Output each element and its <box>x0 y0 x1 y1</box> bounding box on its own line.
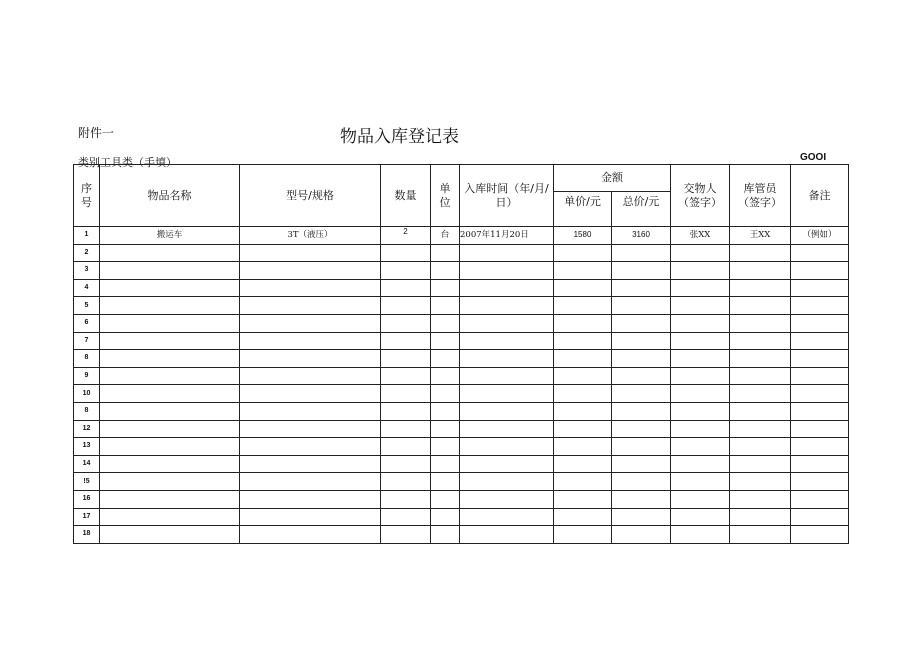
cell-unit-price <box>554 526 612 544</box>
cell-total-price <box>612 526 671 544</box>
cell-total-price <box>612 350 671 368</box>
cell-inbound-date <box>460 490 554 508</box>
cell-unit <box>431 332 460 350</box>
cell-unit <box>431 385 460 403</box>
cell-keeper <box>730 402 791 420</box>
cell-remark <box>791 350 849 368</box>
cell-seq: 1 <box>74 227 100 245</box>
cell-inbound-date <box>460 244 554 262</box>
category-label: 类别工具类（手填） <box>78 156 177 169</box>
cell-total-price <box>612 455 671 473</box>
cell-quantity <box>381 508 431 526</box>
cell-seq: 18 <box>74 526 100 544</box>
cell-quantity: 2 <box>381 227 431 245</box>
cell-deliverer <box>671 526 730 544</box>
table-row <box>74 332 849 350</box>
table-row <box>74 262 849 280</box>
cell-seq: 5 <box>74 297 100 315</box>
cell-seq: 4 <box>74 279 100 297</box>
table-row <box>74 297 849 315</box>
cell-unit-price <box>554 279 612 297</box>
cell-unit <box>431 279 460 297</box>
cell-total-price <box>612 332 671 350</box>
cell-model-spec <box>240 297 381 315</box>
cell-item-name <box>100 367 240 385</box>
cell-seq: 6 <box>74 314 100 332</box>
cell-unit-price <box>554 297 612 315</box>
cell-total-price <box>612 262 671 280</box>
cell-inbound-date <box>460 420 554 438</box>
cell-inbound-date <box>460 332 554 350</box>
header-seq-line1: 序 <box>81 181 92 195</box>
cell-total-price <box>612 314 671 332</box>
header-item-name: 物品名称 <box>100 165 240 227</box>
cell-unit <box>431 297 460 315</box>
cell-keeper <box>730 314 791 332</box>
cell-inbound-date <box>460 455 554 473</box>
page-title: 物品入库登记表 <box>340 127 459 147</box>
cell-keeper <box>730 297 791 315</box>
cell-item-name <box>100 473 240 491</box>
cell-inbound-date <box>460 385 554 403</box>
cell-deliverer: 张XX <box>671 227 730 245</box>
header-unit <box>431 165 460 227</box>
cell-unit: 台 <box>431 227 460 245</box>
cell-keeper <box>730 367 791 385</box>
cell-deliverer <box>671 490 730 508</box>
cell-model-spec <box>240 526 381 544</box>
cell-quantity <box>381 385 431 403</box>
table-row <box>74 473 849 491</box>
header-unit-price: 单价/元 <box>554 192 612 227</box>
cell-keeper <box>730 438 791 456</box>
cell-unit-price <box>554 385 612 403</box>
cell-unit-price <box>554 314 612 332</box>
cell-item-name <box>100 402 240 420</box>
cell-keeper <box>730 473 791 491</box>
cell-total-price <box>612 367 671 385</box>
cell-total-price <box>612 279 671 297</box>
cell-keeper <box>730 244 791 262</box>
header-quantity: 数量 <box>381 165 431 227</box>
cell-keeper: 王XX <box>730 227 791 245</box>
cell-keeper <box>730 262 791 280</box>
cell-unit-price <box>554 508 612 526</box>
attachment-label: 附件一 <box>78 126 115 140</box>
cell-keeper <box>730 455 791 473</box>
cell-unit <box>431 367 460 385</box>
cell-deliverer <box>671 473 730 491</box>
cell-quantity <box>381 297 431 315</box>
cell-deliverer <box>671 332 730 350</box>
cell-remark <box>791 508 849 526</box>
cell-deliverer <box>671 385 730 403</box>
cell-model-spec <box>240 332 381 350</box>
cell-item-name <box>100 490 240 508</box>
cell-inbound-date <box>460 297 554 315</box>
cell-seq: 8 <box>74 402 100 420</box>
cell-deliverer <box>671 262 730 280</box>
table-row <box>74 227 849 245</box>
table-row <box>74 350 849 368</box>
header-model-spec: 型号/规格 <box>240 165 381 227</box>
cell-model-spec <box>240 420 381 438</box>
header-inbound-date-line2: 日） <box>495 195 518 209</box>
cell-item-name <box>100 262 240 280</box>
header-deliverer <box>671 165 730 227</box>
cell-unit-price <box>554 402 612 420</box>
cell-inbound-date <box>460 279 554 297</box>
cell-unit <box>431 455 460 473</box>
cell-total-price <box>612 297 671 315</box>
cell-quantity <box>381 490 431 508</box>
header-seq <box>74 165 100 227</box>
cell-quantity <box>381 350 431 368</box>
cell-remark <box>791 402 849 420</box>
cell-seq: 9 <box>74 367 100 385</box>
cell-deliverer <box>671 244 730 262</box>
cell-unit-price <box>554 420 612 438</box>
registration-table <box>73 164 849 544</box>
cell-item-name <box>100 385 240 403</box>
cell-model-spec <box>240 314 381 332</box>
cell-item-name: 搬运车 <box>100 227 240 245</box>
cell-unit-price <box>554 473 612 491</box>
cell-unit-price <box>554 455 612 473</box>
header-keeper-line1: 库管员 <box>743 181 777 195</box>
cell-item-name <box>100 279 240 297</box>
header-seq-line2: 号 <box>81 195 92 209</box>
cell-inbound-date <box>460 473 554 491</box>
table-row <box>74 244 849 262</box>
cell-item-name <box>100 350 240 368</box>
cell-unit-price <box>554 438 612 456</box>
cell-inbound-date <box>460 508 554 526</box>
cell-unit-price <box>554 367 612 385</box>
cell-unit <box>431 526 460 544</box>
form-code: GOOI <box>800 152 827 163</box>
table-row <box>74 438 849 456</box>
cell-deliverer <box>671 508 730 526</box>
cell-unit <box>431 262 460 280</box>
cell-total-price <box>612 490 671 508</box>
cell-item-name <box>100 526 240 544</box>
cell-quantity <box>381 367 431 385</box>
cell-model-spec <box>240 473 381 491</box>
cell-unit <box>431 244 460 262</box>
cell-seq: 8 <box>74 350 100 368</box>
cell-unit-price <box>554 332 612 350</box>
cell-total-price <box>612 244 671 262</box>
cell-quantity <box>381 526 431 544</box>
table-row <box>74 314 849 332</box>
table-row <box>74 508 849 526</box>
cell-total-price <box>612 385 671 403</box>
cell-total-price <box>612 473 671 491</box>
cell-keeper <box>730 385 791 403</box>
cell-seq: 10 <box>74 385 100 403</box>
cell-deliverer <box>671 455 730 473</box>
cell-model-spec <box>240 402 381 420</box>
cell-remark <box>791 526 849 544</box>
header-keeper-line2: （签字） <box>738 195 782 209</box>
cell-remark <box>791 244 849 262</box>
cell-unit-price <box>554 262 612 280</box>
header-row <box>74 165 849 192</box>
cell-remark: （例如） <box>791 227 849 245</box>
cell-keeper <box>730 279 791 297</box>
cell-inbound-date <box>460 350 554 368</box>
table-row <box>74 279 849 297</box>
cell-deliverer <box>671 367 730 385</box>
cell-quantity <box>381 332 431 350</box>
cell-remark <box>791 420 849 438</box>
cell-model-spec: 3T（液压） <box>240 227 381 245</box>
cell-unit <box>431 402 460 420</box>
cell-model-spec <box>240 385 381 403</box>
table-row <box>74 420 849 438</box>
cell-seq: 13 <box>74 438 100 456</box>
cell-model-spec <box>240 279 381 297</box>
cell-inbound-date <box>460 526 554 544</box>
cell-quantity <box>381 279 431 297</box>
table-body <box>74 227 849 544</box>
cell-remark <box>791 490 849 508</box>
table-row <box>74 455 849 473</box>
cell-remark <box>791 314 849 332</box>
cell-model-spec <box>240 455 381 473</box>
cell-item-name <box>100 332 240 350</box>
header-inbound-date <box>460 165 554 227</box>
table-row <box>74 385 849 403</box>
cell-inbound-date <box>460 367 554 385</box>
cell-seq: 3 <box>74 262 100 280</box>
cell-deliverer <box>671 314 730 332</box>
cell-remark <box>791 367 849 385</box>
cell-seq: 14 <box>74 455 100 473</box>
cell-remark <box>791 473 849 491</box>
header-amount: 金额 <box>554 165 671 192</box>
cell-item-name <box>100 420 240 438</box>
table-row <box>74 490 849 508</box>
cell-total-price <box>612 508 671 526</box>
cell-model-spec <box>240 350 381 368</box>
cell-keeper <box>730 490 791 508</box>
table-row <box>74 402 849 420</box>
cell-inbound-date <box>460 438 554 456</box>
cell-model-spec <box>240 508 381 526</box>
cell-quantity <box>381 244 431 262</box>
cell-model-spec <box>240 244 381 262</box>
header-unit-line2: 位 <box>439 195 451 209</box>
cell-unit <box>431 473 460 491</box>
header-inbound-date-line1: 入库时间（年/月/ <box>464 181 549 195</box>
cell-deliverer <box>671 279 730 297</box>
header-deliverer-line2: （签字） <box>678 195 722 209</box>
cell-item-name <box>100 455 240 473</box>
cell-total-price <box>612 420 671 438</box>
cell-quantity <box>381 314 431 332</box>
cell-remark <box>791 332 849 350</box>
cell-quantity <box>381 455 431 473</box>
cell-unit <box>431 508 460 526</box>
cell-unit <box>431 490 460 508</box>
cell-item-name <box>100 297 240 315</box>
cell-deliverer <box>671 420 730 438</box>
cell-remark <box>791 385 849 403</box>
cell-remark <box>791 262 849 280</box>
cell-total-price <box>612 438 671 456</box>
header-deliverer-line1: 交物人 <box>683 181 717 195</box>
cell-quantity <box>381 402 431 420</box>
cell-unit-price <box>554 244 612 262</box>
table-header <box>74 165 849 227</box>
cell-keeper <box>730 420 791 438</box>
cell-remark <box>791 279 849 297</box>
cell-model-spec <box>240 490 381 508</box>
cell-total-price: 3160 <box>612 227 671 245</box>
cell-deliverer <box>671 297 730 315</box>
header-total-price: 总价/元 <box>612 192 671 227</box>
cell-remark <box>791 455 849 473</box>
cell-item-name <box>100 438 240 456</box>
table-row <box>74 526 849 544</box>
cell-quantity <box>381 420 431 438</box>
cell-total-price <box>612 402 671 420</box>
cell-item-name <box>100 508 240 526</box>
cell-seq: 17 <box>74 508 100 526</box>
cell-unit <box>431 350 460 368</box>
cell-keeper <box>730 350 791 368</box>
cell-seq: 16 <box>74 490 100 508</box>
cell-deliverer <box>671 350 730 368</box>
cell-keeper <box>730 332 791 350</box>
cell-remark <box>791 297 849 315</box>
header-remark: 备注 <box>791 165 849 227</box>
cell-seq: !5 <box>74 473 100 491</box>
cell-deliverer <box>671 402 730 420</box>
table-row <box>74 367 849 385</box>
header-keeper <box>730 165 791 227</box>
cell-unit <box>431 420 460 438</box>
cell-remark <box>791 438 849 456</box>
cell-quantity <box>381 438 431 456</box>
cell-unit-price <box>554 490 612 508</box>
cell-seq: 2 <box>74 244 100 262</box>
cell-seq: 12 <box>74 420 100 438</box>
cell-unit <box>431 314 460 332</box>
cell-model-spec <box>240 367 381 385</box>
cell-unit-price: 1580 <box>554 227 612 245</box>
cell-unit-price <box>554 350 612 368</box>
cell-quantity <box>381 473 431 491</box>
cell-inbound-date <box>460 314 554 332</box>
cell-inbound-date <box>460 402 554 420</box>
cell-quantity <box>381 262 431 280</box>
cell-unit <box>431 438 460 456</box>
cell-model-spec <box>240 438 381 456</box>
cell-keeper <box>730 526 791 544</box>
cell-item-name <box>100 244 240 262</box>
header-unit-line1: 单 <box>439 181 451 195</box>
cell-inbound-date: 2007年11月20日 <box>460 227 554 245</box>
cell-inbound-date <box>460 262 554 280</box>
cell-deliverer <box>671 438 730 456</box>
cell-item-name <box>100 314 240 332</box>
cell-seq: 7 <box>74 332 100 350</box>
cell-model-spec <box>240 262 381 280</box>
cell-keeper <box>730 508 791 526</box>
